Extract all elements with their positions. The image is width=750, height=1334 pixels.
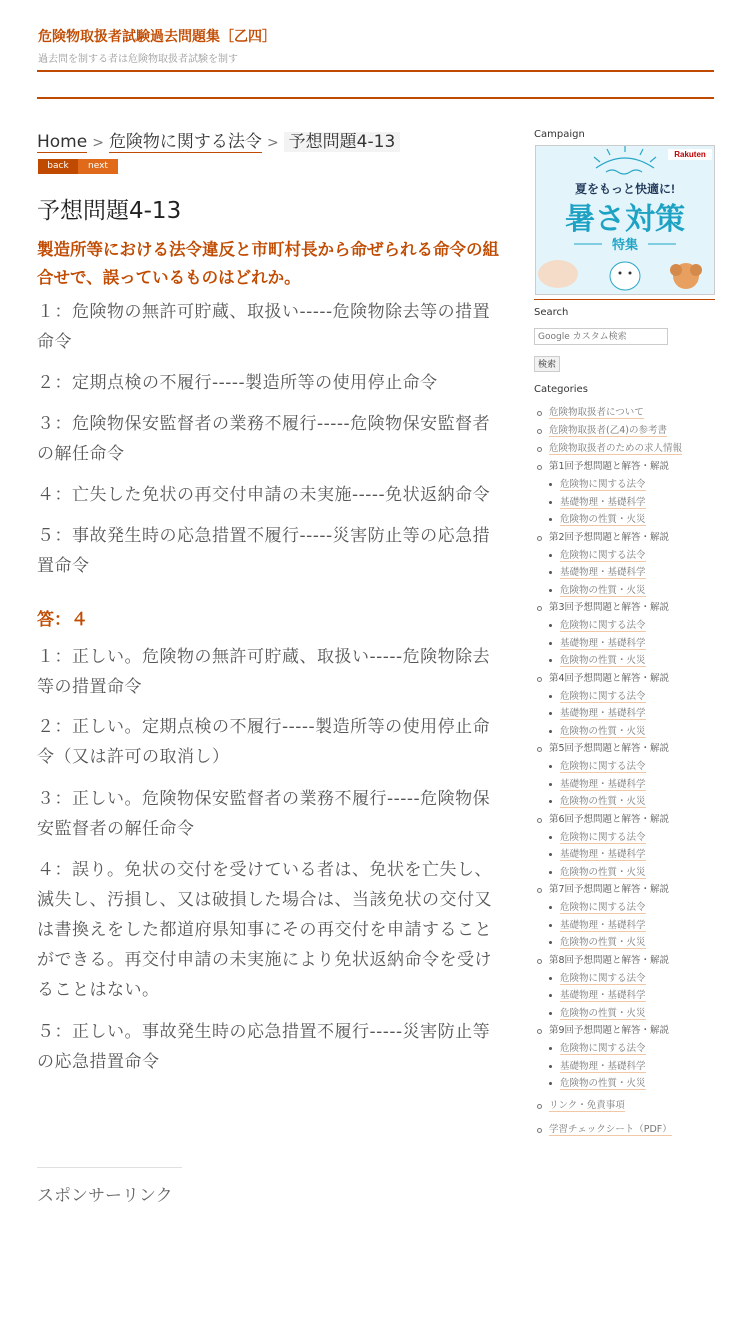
category-label: 学習チェックシート（PDF） — [549, 1123, 672, 1135]
sidebar-divider — [534, 299, 715, 300]
sponsor-divider — [37, 1167, 182, 1168]
subcategory-item[interactable] — [545, 934, 724, 952]
subcategory-label: 危険物の性質・火災 — [560, 866, 646, 878]
category-item[interactable] — [534, 404, 724, 422]
breadcrumb — [37, 127, 400, 152]
subcategory-label: 危険物の性質・火災 — [560, 655, 646, 666]
subcategory-list — [534, 758, 724, 811]
explanation-4: ４：誤り。免状の交付を受けている者は、免状を亡失し、滅失し、汚損し、又は破損した場合は、当該免状の交付又は書換えをした都道府県知事にその再交付を申請することができる。再交付申請の未実施により免状返納命令を受けることはない。 — [37, 860, 492, 1000]
category-item[interactable] — [534, 740, 724, 758]
subcategory-item[interactable] — [545, 547, 724, 565]
subcategory-list — [534, 829, 724, 882]
subcategory-item[interactable] — [545, 617, 724, 635]
campaign-heading: Campaign — [534, 129, 585, 140]
subcategory-label: 危険物に関する法令 — [560, 1043, 646, 1054]
option-5: ５：事故発生時の応急措置不履行-----災害防止等の応急措置命令 — [37, 526, 491, 576]
subcategory-label: 基礎物理・基礎科学 — [560, 1060, 646, 1072]
category-item[interactable] — [534, 440, 724, 458]
category-item[interactable] — [534, 811, 724, 829]
subcategory-label: 基礎物理・基礎科学 — [560, 778, 646, 790]
answer: 答：４ — [37, 610, 88, 630]
subcategory-item[interactable] — [545, 758, 724, 776]
banner-illustration — [536, 146, 714, 294]
breadcrumb-category[interactable]: 危険物に関する法令 — [108, 132, 262, 152]
category-label: 第5回予想問題と解答・解説 — [549, 743, 670, 754]
subcategory-label: 危険物の性質・火災 — [560, 514, 646, 525]
subcategory-item[interactable] — [545, 776, 724, 794]
subcategory-item[interactable] — [545, 846, 724, 864]
category-label: 第8回予想問題と解答・解説 — [549, 954, 670, 966]
subcategory-item[interactable] — [545, 494, 724, 512]
subcategory-item[interactable] — [545, 1040, 724, 1058]
subcategory-label: 危険物に関する法令 — [560, 549, 646, 561]
category-label: 第9回予想問題と解答・解説 — [549, 1025, 670, 1036]
subcategory-item[interactable] — [545, 899, 724, 917]
nav-divider — [37, 97, 714, 99]
subcategory-list — [534, 899, 724, 952]
category-label: 第1回予想問題と解答・解説 — [549, 461, 670, 472]
subcategory-item[interactable] — [545, 1075, 724, 1093]
header-divider — [37, 70, 714, 72]
site-description: 過去問を制する者は危険物取扱者試験を制す — [38, 54, 238, 65]
subcategory-item[interactable] — [545, 864, 724, 882]
sponsor-heading: スポンサーリンク — [37, 1186, 173, 1206]
category-label: 第6回予想問題と解答・解説 — [549, 813, 670, 825]
back-button[interactable]: back — [38, 159, 78, 174]
subcategory-list — [534, 617, 724, 670]
subcategory-item[interactable] — [545, 564, 724, 582]
explanation-2: ２：正しい。定期点検の不履行-----製造所等の使用停止命令（又は許可の取消し） — [37, 717, 491, 767]
site-title[interactable]: 危険物取扱者試験過去問題集［乙四］ — [38, 29, 276, 45]
subcategory-label: 危険物に関する法令 — [560, 831, 646, 843]
subcategory-item[interactable] — [545, 705, 724, 723]
question-text: 製造所等における法令違反と市町村長から命ぜられる命令の組合せで、誤っているものはどれか。 — [37, 240, 499, 287]
category-list — [534, 404, 724, 1139]
breadcrumb-separator: > — [266, 135, 279, 151]
subcategory-label: 基礎物理・基礎科学 — [560, 637, 646, 649]
subcategory-item[interactable] — [545, 635, 724, 653]
subcategory-label: 危険物の性質・火災 — [560, 937, 646, 948]
prev-next-nav — [38, 159, 118, 174]
page-title: 予想問題4-13 — [37, 198, 182, 224]
category-label: 第7回予想問題と解答・解説 — [549, 884, 670, 895]
subcategory-item[interactable] — [545, 476, 724, 494]
category-item[interactable] — [534, 881, 724, 899]
category-item[interactable] — [534, 422, 724, 440]
category-item[interactable] — [534, 952, 724, 970]
subcategory-item[interactable] — [545, 1058, 724, 1076]
breadcrumb-home[interactable]: Home — [37, 132, 88, 152]
search-input[interactable] — [534, 328, 668, 345]
subcategory-item[interactable] — [545, 987, 724, 1005]
campaign-banner[interactable] — [535, 145, 715, 295]
subcategory-label: 危険物に関する法令 — [560, 620, 646, 631]
category-label: 危険物取扱者(乙4)の参考書 — [549, 425, 667, 436]
subcategory-item[interactable] — [545, 793, 724, 811]
explanation-5: ５：正しい。事故発生時の応急措置不履行-----災害防止等の応急措置命令 — [37, 1022, 491, 1072]
next-button[interactable]: next — [78, 159, 118, 174]
search-heading: Search — [534, 307, 569, 318]
subcategory-item[interactable] — [545, 688, 724, 706]
category-item[interactable] — [534, 1097, 724, 1115]
subcategory-item[interactable] — [545, 511, 724, 529]
option-2: ２：定期点検の不履行-----製造所等の使用停止命令 — [37, 373, 438, 393]
subcategory-label: 危険物の性質・火災 — [560, 584, 646, 596]
explanation-1: １：正しい。危険物の無許可貯蔵、取扱い-----危険物除去等の措置命令 — [37, 647, 491, 697]
subcategory-label: 危険物の性質・火災 — [560, 725, 646, 737]
subcategory-label: 基礎物理・基礎科学 — [560, 990, 646, 1001]
subcategory-label: 基礎物理・基礎科学 — [560, 849, 646, 860]
subcategory-label: 危険物の性質・火災 — [560, 796, 646, 807]
subcategory-label: 危険物の性質・火災 — [560, 1078, 646, 1089]
category-item[interactable] — [534, 1121, 724, 1139]
explanation-3: ３：正しい。危険物保安監督者の業務不履行-----危険物保安監督者の解任命令 — [37, 789, 491, 839]
category-label: 危険物取扱者のための求人情報 — [549, 443, 683, 454]
banner-line1: 夏をもっと快適に! — [575, 182, 675, 196]
subcategory-list — [534, 547, 724, 600]
subcategory-item[interactable] — [545, 1005, 724, 1023]
subcategory-list — [534, 688, 724, 741]
breadcrumb-separator: > — [92, 135, 104, 151]
subcategory-list — [534, 970, 724, 1023]
option-4: ４：亡失した免状の再交付申請の未実施-----免状返納命令 — [37, 485, 491, 505]
breadcrumb-current: 予想問題4-13 — [284, 132, 401, 152]
subcategory-item[interactable] — [545, 582, 724, 600]
subcategory-label: 危険物に関する法令 — [560, 902, 646, 913]
banner-line3: 特集 — [611, 237, 639, 252]
category-label: 危険物取扱者について — [549, 407, 644, 418]
banner-line2: 暑さ対策 — [565, 203, 685, 236]
subcategory-item[interactable] — [545, 829, 724, 847]
subcategory-label: 基礎物理・基礎科学 — [560, 496, 646, 508]
subcategory-item[interactable] — [545, 917, 724, 935]
subcategory-list — [534, 1040, 724, 1093]
subcategory-list — [534, 476, 724, 529]
category-label: 第2回予想問題と解答・解説 — [549, 531, 670, 543]
banner-brand: Rakuten — [674, 150, 706, 159]
category-label: 第3回予想問題と解答・解説 — [549, 602, 670, 613]
subcategory-label: 基礎物理・基礎科学 — [560, 708, 646, 719]
category-label: リンク・免責事項 — [549, 1099, 625, 1111]
search-button[interactable]: 検索 — [534, 356, 560, 372]
category-label: 第4回予想問題と解答・解説 — [549, 672, 670, 684]
subcategory-item[interactable] — [545, 970, 724, 988]
category-item[interactable] — [534, 1022, 724, 1040]
subcategory-label: 危険物に関する法令 — [560, 479, 646, 490]
subcategory-label: 危険物に関する法令 — [560, 690, 646, 702]
category-item[interactable] — [534, 529, 724, 547]
categories-heading: Categories — [534, 384, 588, 395]
subcategory-label: 基礎物理・基礎科学 — [560, 567, 646, 578]
category-item[interactable] — [534, 458, 724, 476]
category-item[interactable] — [534, 670, 724, 688]
category-item[interactable] — [534, 599, 724, 617]
option-3: ３：危険物保安監督者の業務不履行-----危険物保安監督者の解任命令 — [37, 414, 491, 464]
subcategory-item[interactable] — [545, 723, 724, 741]
subcategory-label: 危険物に関する法令 — [560, 761, 646, 772]
subcategory-label: 基礎物理・基礎科学 — [560, 919, 646, 931]
subcategory-label: 危険物の性質・火災 — [560, 1007, 646, 1019]
option-1: １：危険物の無許可貯蔵、取扱い-----危険物除去等の措置命令 — [37, 302, 491, 352]
subcategory-label: 危険物に関する法令 — [560, 972, 646, 984]
subcategory-item[interactable] — [545, 652, 724, 670]
